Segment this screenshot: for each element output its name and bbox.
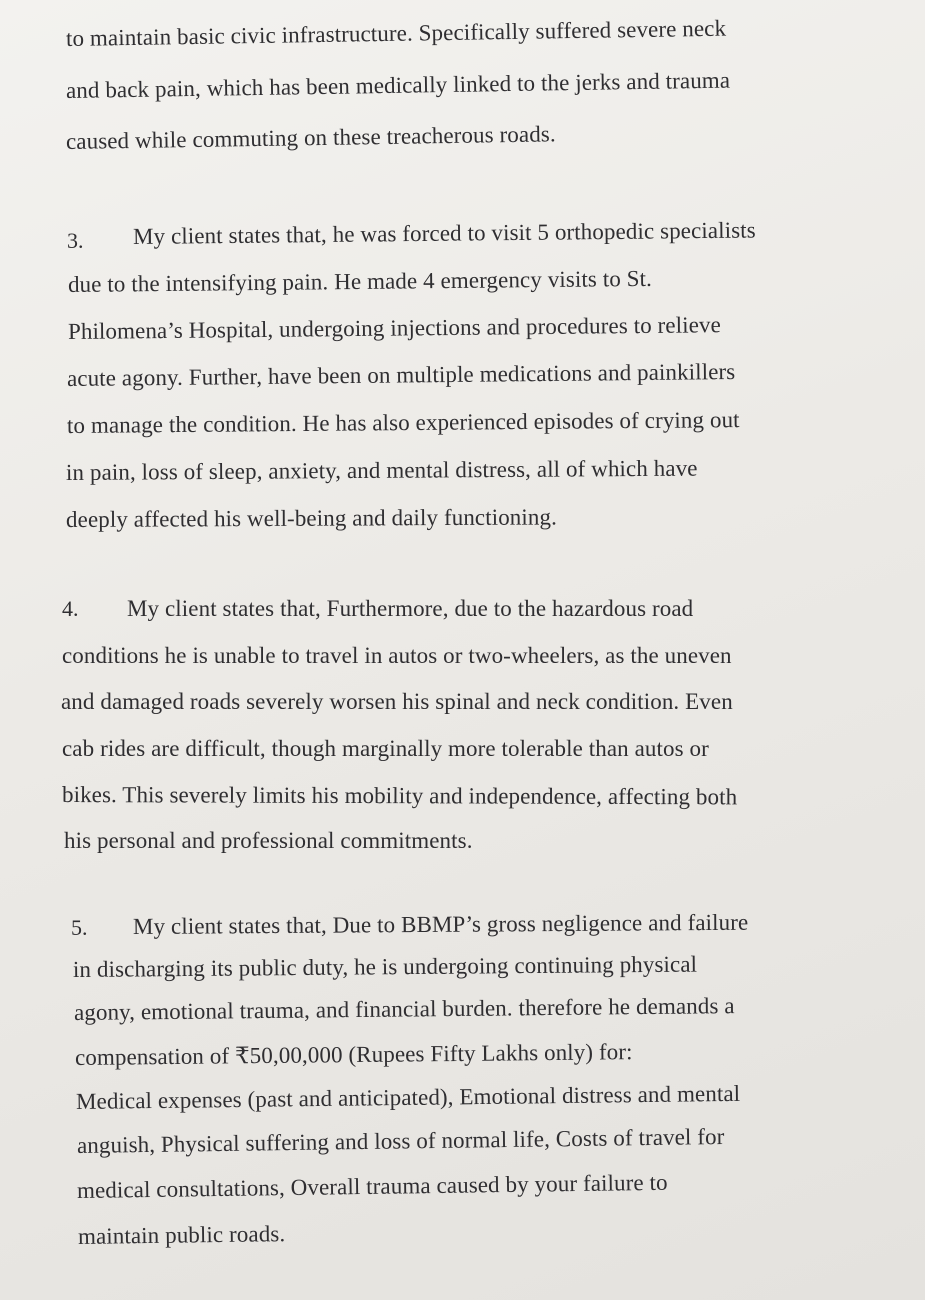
paragraph-5-line-6: anguish, Physical suffering and loss of normal life, Costs of travel for [76,1123,725,1158]
paragraph-5-number: 5. [71,915,88,940]
paragraph-2-line-1: to maintain basic civic infrastructure. Specifically suffered severe neck [65,15,727,51]
paragraph-3-line-2: due to the intensifying pain. He made 4 emergency visits to St. [67,265,653,297]
paragraph-4-line-4: cab rides are difficult, though marginally more tolerable than autos or [62,736,709,761]
paragraph-3-line-4: acute agony. Further, have been on multiple medications and painkillers [66,359,736,391]
paragraph-4-number: 4. [62,596,79,621]
paragraph-2-line-3: caused while commuting on these treacherous roads. [65,121,556,154]
paragraph-5-line-7: medical consultations, Overall trauma caused by your failure to [76,1169,668,1203]
paragraph-5-line-3: agony, emotional trauma, and financial burden. therefore he demands a [73,993,735,1025]
paragraph-5-line-8: maintain public roads. [77,1221,286,1249]
paragraph-4-line-2: conditions he is unable to travel in autos or two-wheelers, as the uneven [62,643,732,668]
paragraph-2-line-2: and back pain, which has been medically linked to the jerks and trauma [65,67,731,103]
paragraph-4-line-1: My client states that, Furthermore, due to the hazardous road [127,596,694,621]
paragraph-3-line-1: My client states that, he was forced to visit 5 orthopedic specialists [132,217,756,249]
paragraph-3-line-5: to manage the condition. He has also experienced episodes of crying out [66,407,740,438]
paragraph-3-line-7: deeply affected his well-being and daily functioning. [65,504,557,532]
paragraph-3-line-3: Philomena’s Hospital, undergoing injections and procedures to relieve [67,312,721,344]
paragraph-3-number: 3. [67,228,84,253]
paragraph-5-line-5: Medical expenses (past and anticipated), Emotional distress and mental [75,1080,741,1114]
paragraph-5-line-1: My client states that, Due to BBMP’s gross negligence and failure [132,909,749,939]
paragraph-5-line-4: compensation of ₹50,00,000 (Rupees Fifty Lakhs only) for: [74,1039,633,1070]
paragraph-5-line-2: in discharging its public duty, he is undergoing continuing physical [72,951,698,982]
paragraph-3-line-6: in pain, loss of sleep, anxiety, and mental distress, all of which have [65,455,698,485]
paragraph-4-line-3: and damaged roads severely worsen his spinal and neck condition. Even [61,689,733,714]
paragraph-4-line-6: his personal and professional commitments. [64,828,473,853]
paragraph-4-line-5: bikes. This severely limits his mobility and independence, affecting both [61,782,738,810]
